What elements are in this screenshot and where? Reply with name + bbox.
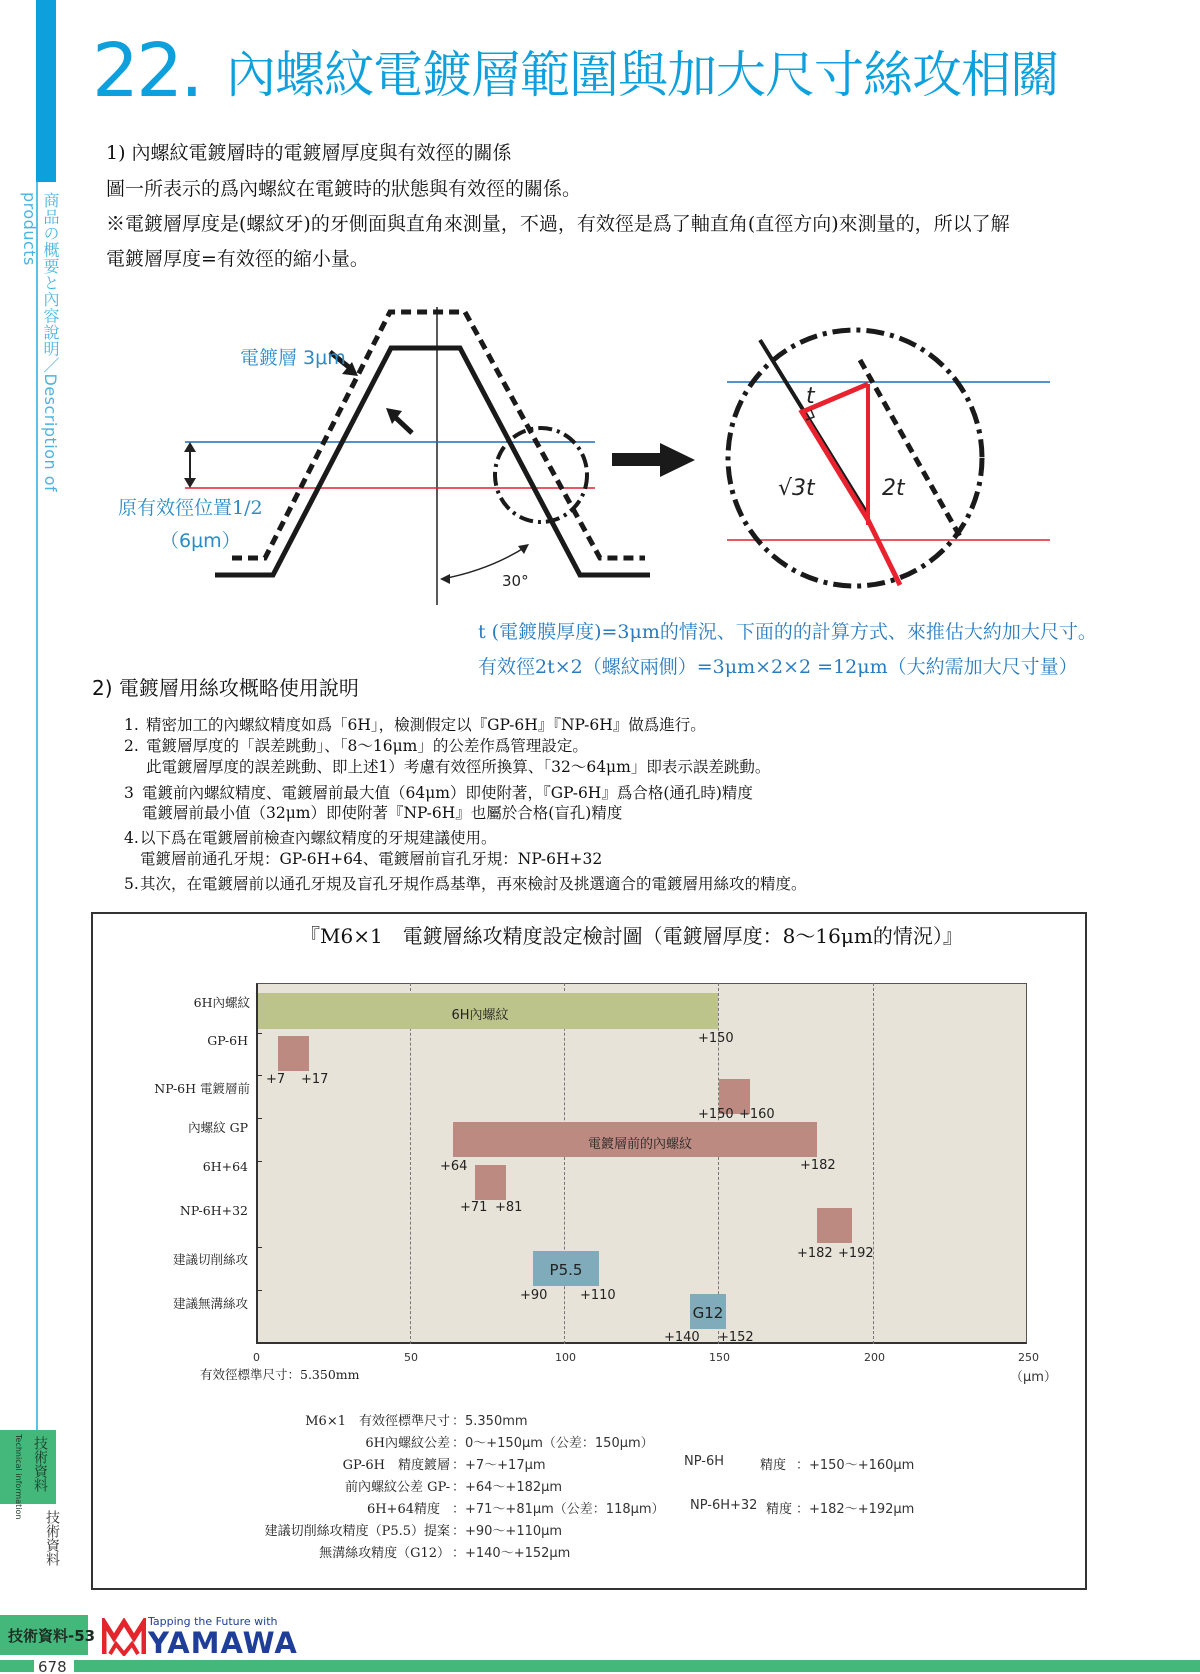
spec-np6h32-label: NP-6H+32 [690,1498,758,1513]
thread-plating-diagram [0,290,1200,620]
sidebar-accent-bar [36,0,56,182]
x-unit-label: （μm） [1010,1370,1057,1385]
bar-np6h-32 [817,1208,852,1243]
tech-label: 技術資料 [44,1510,60,1566]
footer-tagline: Tapping the Future with [148,1615,278,1628]
spec-np6h32-value: ：+182～+192μm [796,1502,915,1517]
xtick-0: 0 [253,1351,260,1364]
value-label: +7 [266,1072,286,1087]
value-label: +182 [797,1246,833,1261]
ytick [256,1033,262,1034]
sidebar-section-text: 商品の概要と內容說明／Description of products [20,192,60,493]
x-axis-label: 有效徑標準尺寸：5.350mm [200,1367,360,1382]
row-label-gp: 內螺紋 GP [188,1120,248,1135]
list-item-3-line-2: 電鍍層前最小值（32μm）即使附著『NP-6H』也屬於合格(盲孔)精度 [142,804,623,822]
spec-label-7: 無溝絲攻精度（G12） [319,1546,450,1561]
value-label: +81 [495,1200,523,1215]
spec-value-3: ：+7～+17μm [452,1458,546,1473]
bar-g12-label: G12 [692,1304,724,1322]
footer-bar-left [0,1660,34,1672]
plating-thickness-label: 電鍍層 3μm [240,347,346,369]
pitch-diameter-value: （6μm） [160,530,241,552]
chart-title: 『M6×1 電鍍層絲攻精度設定檢討圖（電鍍層厚度：8～16μm的情況）』 [300,924,963,948]
list-item-1-line-1: 精密加工的內螺紋精度如爲「6H」，檢測假定以『GP-6H』『NP-6H』做爲進行。 [146,716,706,734]
xtick-50: 50 [404,1351,418,1364]
gridline-200 [873,983,874,1344]
ytick [256,1290,262,1291]
row-label-6h64: 6H+64 [202,1159,248,1174]
bar-gp6h-64 [475,1165,506,1200]
spec-label-2: 6H內螺紋公差 [365,1436,450,1451]
bar-gp6h [278,1036,309,1071]
section1-line2: ※電鍍層厚度是(螺紋牙)的牙側面與直角來測量，不過，有效徑是爲了軸直角(直徑方向)來測量的，所以了解 [106,213,1010,235]
value-label: +64 [440,1159,468,1174]
spec-label-4: 前內螺紋公差 GP- [345,1480,450,1495]
section2-heading: 2) 電鍍層用絲攻概略使用說明 [92,676,359,700]
gridline-50 [410,983,411,1344]
list-item-2-line-1: 電鍍層厚度的「誤差跳動」、「8～16μm」的公差作爲管理設定。 [146,737,588,755]
value-label: +17 [301,1072,329,1087]
row-label-np6h32: NP-6H+32 [179,1203,248,1218]
list-num-2: 2. [124,737,139,755]
value-label: +160 [739,1107,775,1122]
sqrt3t-label: √3t [778,476,815,501]
tech-info-tab[interactable] [0,1430,56,1520]
row-label-6h: 6H內螺紋 [193,995,250,1010]
spec-np6h-label: NP-6H [684,1454,725,1469]
section1-line1: 圖一所表示的爲內螺紋在電鍍時的狀態與有效徑的關係。 [106,178,582,200]
tech-tab-en: Technical information [14,1434,23,1520]
spec-label-1: M6×1 有效徑標準尺寸 [305,1414,450,1429]
spec-label-5: 6H+64精度 [366,1502,440,1517]
spec-value-1: ：5.350mm [452,1414,528,1429]
spec-np6h-value: ：+150～+160μm [796,1458,915,1473]
row-label-np6h: NP-6H 電鍍層前 [154,1081,250,1096]
value-label: +192 [838,1246,874,1261]
footer-tab-label: 技術資料-53 [8,1627,96,1645]
angle-label: 30° [502,572,529,590]
row-label-form-tap: 建議無溝絲攻 [172,1296,248,1311]
xtick-100: 100 [555,1351,576,1364]
t-label: t [806,384,815,409]
ytick [256,1161,262,1162]
page-number: 678 [38,1658,67,1674]
value-label: +71 [460,1200,488,1215]
section1-heading: 1) 內螺紋電鍍層時的電鍍層厚度與有效徑的關係 [106,142,512,164]
spec-np6h32-key: 精度 [766,1502,793,1517]
list-num-5: 5. [124,875,139,893]
spec-value-2: ：0～+150μm（公差：150μm） [452,1436,654,1451]
yamawa-logo-icon [102,1618,146,1656]
spec-np6h-key: 精度 [760,1458,787,1473]
ytick [256,1075,262,1076]
bar-p55-label: P5.5 [549,1261,583,1279]
value-label: +150 [698,1107,734,1122]
list-num-1: 1. [124,716,139,734]
value-label: +90 [520,1288,548,1303]
value-label: +152 [718,1330,754,1345]
list-item-5-line-1: 其次，在電鍍層前以通孔牙規及盲孔牙規作爲基準，再來檢討及挑選適合的電鍍層用絲攻的精度。 [140,875,807,893]
section-number: 22. [92,28,201,114]
list-num-4: 4. [124,829,139,847]
bar-pre-plating-label: 電鍍層前的內螺紋 [587,1137,692,1152]
xtick-250: 250 [1018,1351,1039,1364]
plot-area [256,983,1027,1344]
spec-value-6: ：+90～+110μm [452,1524,563,1539]
list-item-4-line-1: 以下爲在電鍍層前檢查內螺紋精度的牙規建議使用。 [140,829,497,847]
section1-line3: 電鍍層厚度=有效徑的縮小量。 [106,248,369,270]
footer-page-tab [0,1615,96,1655]
tech-tab-zh: 技術資料 [32,1436,48,1492]
list-item-2-line-2: 此電鍍層厚度的誤差跳動、即上述1）考慮有效徑所換算、「32～64μm」即表示誤差跳動。 [146,758,771,776]
xtick-200: 200 [864,1351,885,1364]
bar-6h-label: 6H內螺紋 [451,1008,509,1023]
value-label: +110 [580,1288,616,1303]
value-label: +182 [800,1158,836,1173]
page-title: 內螺紋電鍍層範圍與加大尺寸絲攻相關 [226,46,1059,104]
spec-value-5: ：+71～+81μm（公差：118μm） [452,1502,665,1517]
gridline-100 [564,983,565,1344]
footer-bar [74,1660,1200,1672]
list-num-3: 3 [124,784,134,802]
list-item-4-line-2: 電鍍層前通孔牙規：GP-6H+64、電鍍層前盲孔牙規：NP-6H+32 [140,850,603,868]
two-t-label: 2t [882,476,905,501]
ytick [256,1118,262,1119]
value-label: +140 [664,1330,700,1345]
value-label: +150 [698,1031,734,1046]
spec-value-7: ：+140～+152μm [452,1546,571,1561]
spec-label-6: 建議切削絲攻精度（P5.5）提案 [264,1524,450,1539]
row-label-gp6h: GP-6H [207,1033,248,1048]
footer-brand: YAMAWA [148,1626,298,1660]
row-label-cut-tap: 建議切削絲攻 [172,1252,248,1267]
calc-note-1: t (電鍍膜厚度)=3μm的情況、下面的的計算方式、來推估大約加大尺寸。 [478,621,1097,643]
spec-label-3: GP-6H 精度鍍層 [342,1458,450,1473]
spec-value-4: ：+64～+182μm [452,1480,563,1495]
ytick [256,1247,262,1248]
list-item-3-line-1: 電鍍前內螺紋精度、電鍍層前最大值（64μm）即使附著，『GP-6H』爲合格(通孔時)精度 [142,784,753,802]
calc-note-2: 有效徑2t×2（螺紋兩側）=3μm×2×2 =12μm（大約需加大尺寸量） [478,656,1078,678]
xtick-150: 150 [709,1351,730,1364]
pitch-diameter-label: 原有效徑位置1/2 [118,497,263,519]
